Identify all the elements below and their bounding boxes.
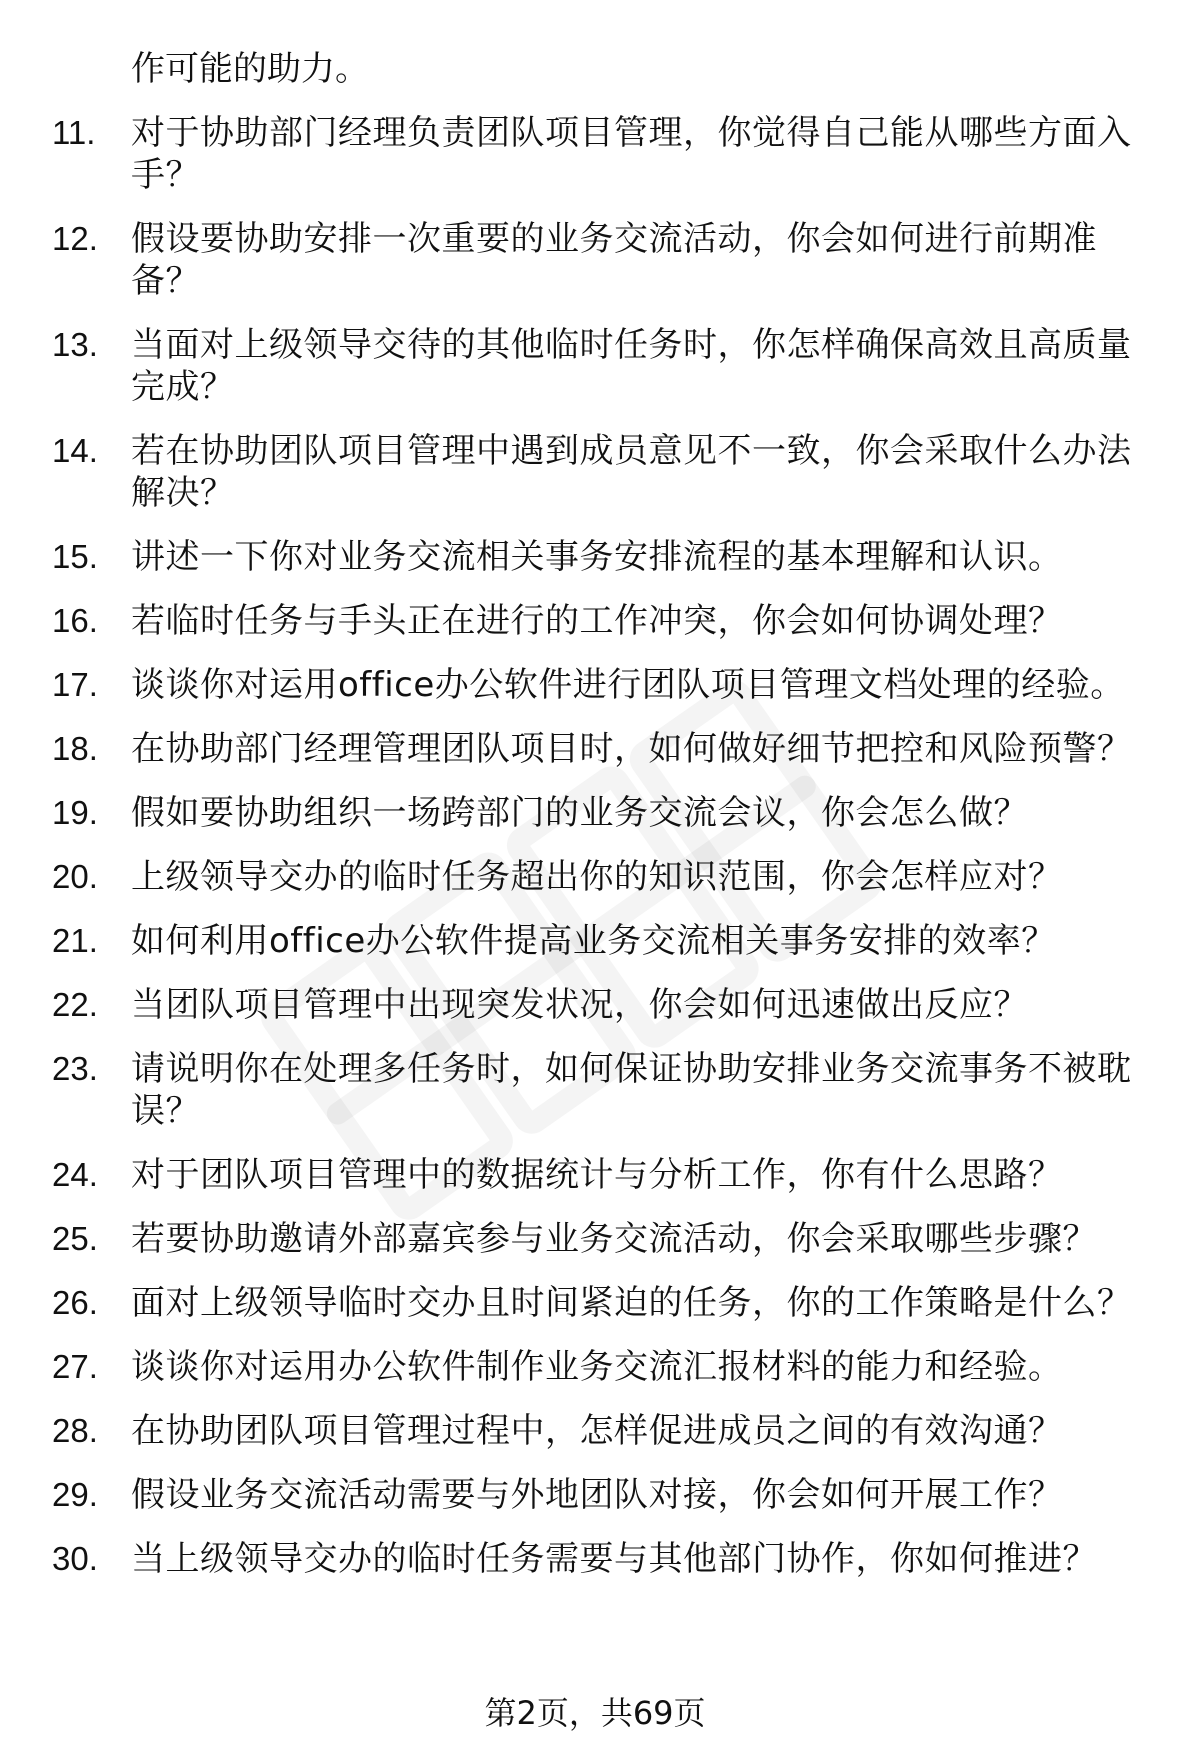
question-number: 27.: [52, 1348, 98, 1385]
question-item: [52, 536, 1162, 578]
question-text: 对于协助部门经理负责团队项目管理，你觉得自己能从哪些方面入手？: [131, 113, 1132, 195]
question-item: [52, 1282, 1162, 1324]
question-item: [52, 1346, 1162, 1388]
question-number: 25.: [52, 1220, 98, 1257]
question-text: 若在协助团队项目管理中遇到成员意见不一致，你会采取什么办法解决？: [131, 431, 1132, 513]
question-number: 16.: [52, 602, 98, 639]
question-item: [52, 920, 1162, 962]
question-number: 12.: [52, 220, 98, 257]
question-number: 18.: [52, 730, 98, 767]
question-item: [52, 112, 1162, 196]
question-item: [52, 1474, 1162, 1516]
question-text: 假设要协助安排一次重要的业务交流活动，你会如何进行前期准备？: [131, 219, 1097, 301]
question-number: 28.: [52, 1412, 98, 1449]
question-list: [52, 112, 1162, 1602]
question-text: 如何利用office办公软件提高业务交流相关事务安排的效率？: [131, 921, 1056, 961]
question-item: [52, 218, 1162, 302]
question-number: 26.: [52, 1284, 98, 1321]
question-item: [52, 1410, 1162, 1452]
question-text: 上级领导交办的临时任务超出你的知识范围，你会怎样应对？: [131, 857, 1063, 897]
question-text: 谈谈你对运用office办公软件进行团队项目管理文档处理的经验。: [131, 665, 1125, 705]
question-number: 15.: [52, 538, 98, 575]
question-item: [52, 1154, 1162, 1196]
question-text: 当上级领导交办的临时任务需要与其他部门协作，你如何推进？: [131, 1539, 1097, 1579]
question-item: [52, 1048, 1162, 1132]
question-number: 13.: [52, 326, 98, 363]
question-text: 在协助团队项目管理过程中，怎样促进成员之间的有效沟通？: [131, 1411, 1063, 1451]
question-text: 请说明你在处理多任务时，如何保证协助安排业务交流事务不被耽误？: [131, 1049, 1132, 1131]
question-item: [52, 1538, 1162, 1580]
question-text: 假如要协助组织一场跨部门的业务交流会议，你会怎么做？: [131, 793, 1028, 833]
question-text: 在协助部门经理管理团队项目时，如何做好细节把控和风险预警？: [131, 729, 1132, 769]
question-text: 假设业务交流活动需要与外地团队对接，你会如何开展工作？: [131, 1475, 1063, 1515]
question-item: [52, 792, 1162, 834]
question-text: 若要协助邀请外部嘉宾参与业务交流活动，你会采取哪些步骤？: [131, 1219, 1097, 1259]
question-text: 谈谈你对运用办公软件制作业务交流汇报材料的能力和经验。: [131, 1347, 1063, 1387]
question-item: [52, 324, 1162, 408]
question-number: 21.: [52, 922, 98, 959]
question-item: [52, 1218, 1162, 1260]
question-text: 当面对上级领导交待的其他临时任务时，你怎样确保高效且高质量完成？: [131, 325, 1132, 407]
question-number: 23.: [52, 1050, 98, 1087]
question-number: 19.: [52, 794, 98, 831]
question-text: 讲述一下你对业务交流相关事务安排流程的基本理解和认识。: [131, 537, 1063, 577]
question-number: 29.: [52, 1476, 98, 1513]
question-number: 17.: [52, 666, 98, 703]
question-number: 14.: [52, 432, 98, 469]
question-item: [52, 728, 1162, 770]
question-text: 对于团队项目管理中的数据统计与分析工作，你有什么思路？: [131, 1155, 1063, 1195]
question-text: 面对上级领导临时交办且时间紧迫的任务，你的工作策略是什么？: [131, 1283, 1132, 1323]
question-number: 11.: [52, 114, 96, 151]
question-number: 20.: [52, 858, 98, 895]
question-text: 当团队项目管理中出现突发状况，你会如何迅速做出反应？: [131, 985, 1028, 1025]
question-number: 30.: [52, 1540, 98, 1577]
question-item: [52, 600, 1162, 642]
question-item: [52, 856, 1162, 898]
question-item: [52, 664, 1162, 706]
continuation-text: 作可能的助力。: [131, 49, 369, 89]
question-item: [52, 984, 1162, 1026]
page-footer: 第2页，共69页: [484, 1694, 706, 1732]
question-text: 若临时任务与手头正在进行的工作冲突，你会如何协调处理？: [131, 601, 1063, 641]
question-number: 24.: [52, 1156, 98, 1193]
question-number: 22.: [52, 986, 98, 1023]
question-item: [52, 430, 1162, 514]
